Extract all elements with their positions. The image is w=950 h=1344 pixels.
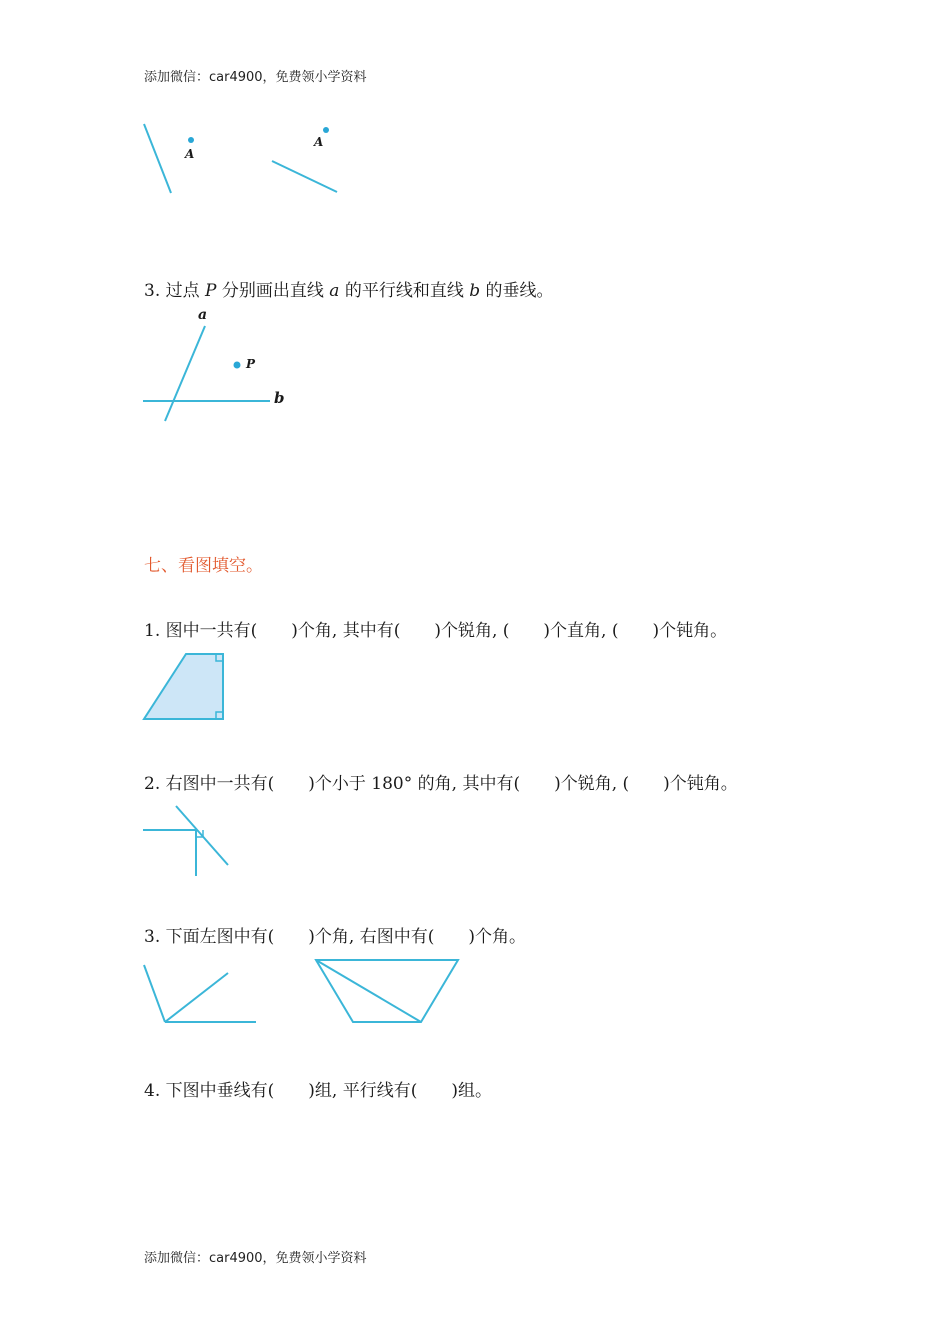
s7q3-part-1: 3. 下面左图中有( <box>144 927 275 947</box>
point-a-label-right: A <box>314 135 324 149</box>
q3-var-b: b <box>469 281 481 301</box>
s7q1-part-3: )个锐角, ( <box>434 621 510 641</box>
page-footer: 添加微信：car4900，免费领小学资料 <box>144 1251 367 1266</box>
s7-question-2 <box>144 773 738 795</box>
q3-left-ray-2 <box>165 973 228 1022</box>
q3-text-3: 的平行线和直线 <box>339 281 470 301</box>
point-p-label: P <box>246 357 256 371</box>
line-a-label: a <box>198 307 208 323</box>
q2-diagonal-line <box>176 806 228 865</box>
s7q3-part-3: )个角。 <box>468 927 526 947</box>
s7-question-4 <box>144 1080 492 1102</box>
s7q2-part-2: )个小于 180° 的角, 其中有( <box>308 774 521 794</box>
q3-var-a: a <box>329 281 340 301</box>
s7q4-part-1: 4. 下图中垂线有( <box>144 1081 275 1101</box>
line-a <box>165 326 205 421</box>
s7q1-part-5: )个钝角。 <box>652 621 728 641</box>
s7q3-part-2: )个角, 右图中有( <box>308 927 435 947</box>
s7q4-part-3: )组。 <box>451 1081 492 1101</box>
trapezoid-shape <box>144 654 223 719</box>
q3-text-1: 3. 过点 <box>144 281 206 301</box>
section-7-title: 七、看图填空。 <box>144 556 263 576</box>
page-header: 添加微信：car4900，免费领小学资料 <box>144 70 367 85</box>
point-a-left <box>188 137 194 143</box>
question-draw-parallel-perpendicular <box>144 280 554 302</box>
s7q4-part-2: )组, 平行线有( <box>308 1081 418 1101</box>
q3-right-diagonal <box>316 960 421 1022</box>
s7-question-3 <box>144 926 526 948</box>
s7-question-1 <box>144 620 727 642</box>
q3-text-4: 的垂线。 <box>480 281 554 301</box>
q3-left-ray-1 <box>144 965 165 1022</box>
s7q1-part-4: )个直角, ( <box>543 621 619 641</box>
s7q2-part-1: 2. 右图中一共有( <box>144 774 275 794</box>
s7q2-part-3: )个锐角, ( <box>554 774 630 794</box>
line-right <box>272 161 337 192</box>
q3-var-p: P <box>205 281 217 301</box>
q3-right-trapezoid <box>316 960 458 1022</box>
s7q1-part-2: )个角, 其中有( <box>291 621 401 641</box>
line-left <box>144 124 171 193</box>
q3-text-2: 分别画出直线 <box>216 281 330 301</box>
point-a-label-left: A <box>185 147 195 161</box>
point-p <box>234 362 241 369</box>
line-b-label: b <box>274 389 285 407</box>
s7q2-part-4: )个钝角。 <box>663 774 738 794</box>
s7q1-part-1: 1. 图中一共有( <box>144 621 258 641</box>
point-a-right <box>323 127 329 133</box>
